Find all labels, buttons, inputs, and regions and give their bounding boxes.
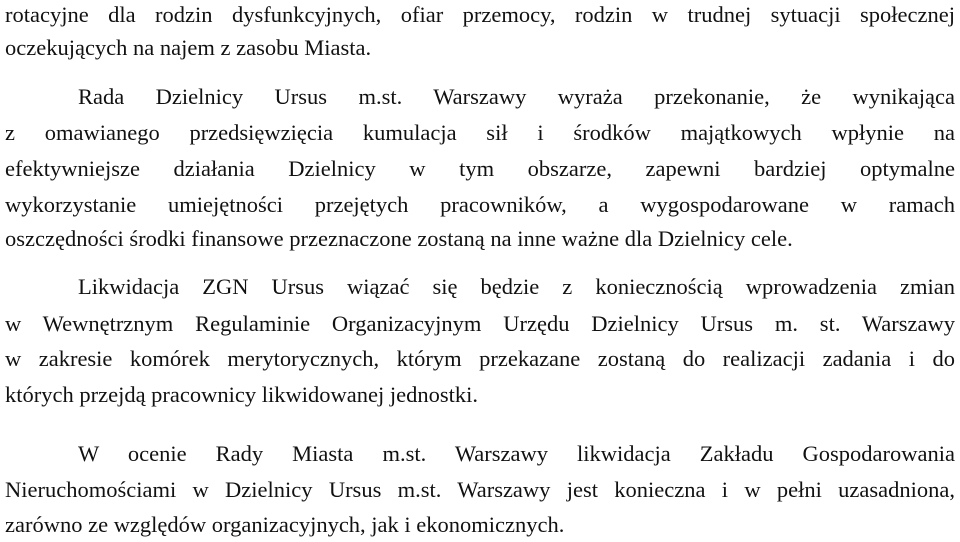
paragraph-2-line-5: oszczędności środki finansowe przeznaczone zostaną na inne ważne dla Dzielnicy cele. (5, 226, 793, 251)
paragraph-2-line-2: z omawianego przedsięwzięcia kumulacja sił i środków majątkowych wpłynie na (5, 120, 955, 145)
paragraph-3-line-3: w zakresie komórek merytorycznych, którym przekazane zostaną do realizacji zadania i do (5, 346, 955, 371)
paragraph-1-line-1: rotacyjne dla rodzin dysfunkcyjnych, ofiar przemocy, rodzin w trudnej sytuacji społecznej (5, 2, 955, 27)
paragraph-2-line-3: efektywniejsze działania Dzielnicy w tym obszarze, zapewni bardziej optymalne (5, 156, 955, 181)
paragraph-2-line-4: wykorzystanie umiejętności przejętych pracowników, a wygospodarowane w ramach (5, 192, 955, 217)
paragraph-2-line-1: Rada Dzielnicy Ursus m.st. Warszawy wyraża przekonanie, że wynikająca (78, 84, 955, 109)
paragraph-3-line-1: Likwidacja ZGN Ursus wiązać się będzie z koniecznością wprowadzenia zmian (78, 274, 955, 299)
paragraph-4-line-2: Nieruchomościami w Dzielnicy Ursus m.st. Warszawy jest konieczna i w pełni uzasadniona, (5, 477, 955, 502)
paragraph-4-line-1: W ocenie Rady Miasta m.st. Warszawy likwidacja Zakładu Gospodarowania (78, 441, 955, 466)
paragraph-3-line-4: których przejdą pracownicy likwidowanej jednostki. (5, 382, 478, 407)
paragraph-3-line-2: w Wewnętrznym Regulaminie Organizacyjnym Urzędu Dzielnicy Ursus m. st. Warszawy (5, 311, 955, 336)
paragraph-4-line-3: zarówno ze względów organizacyjnych, jak i ekonomicznych. (5, 512, 565, 537)
paragraph-1-line-2: oczekujących na najem z zasobu Miasta. (5, 35, 372, 60)
